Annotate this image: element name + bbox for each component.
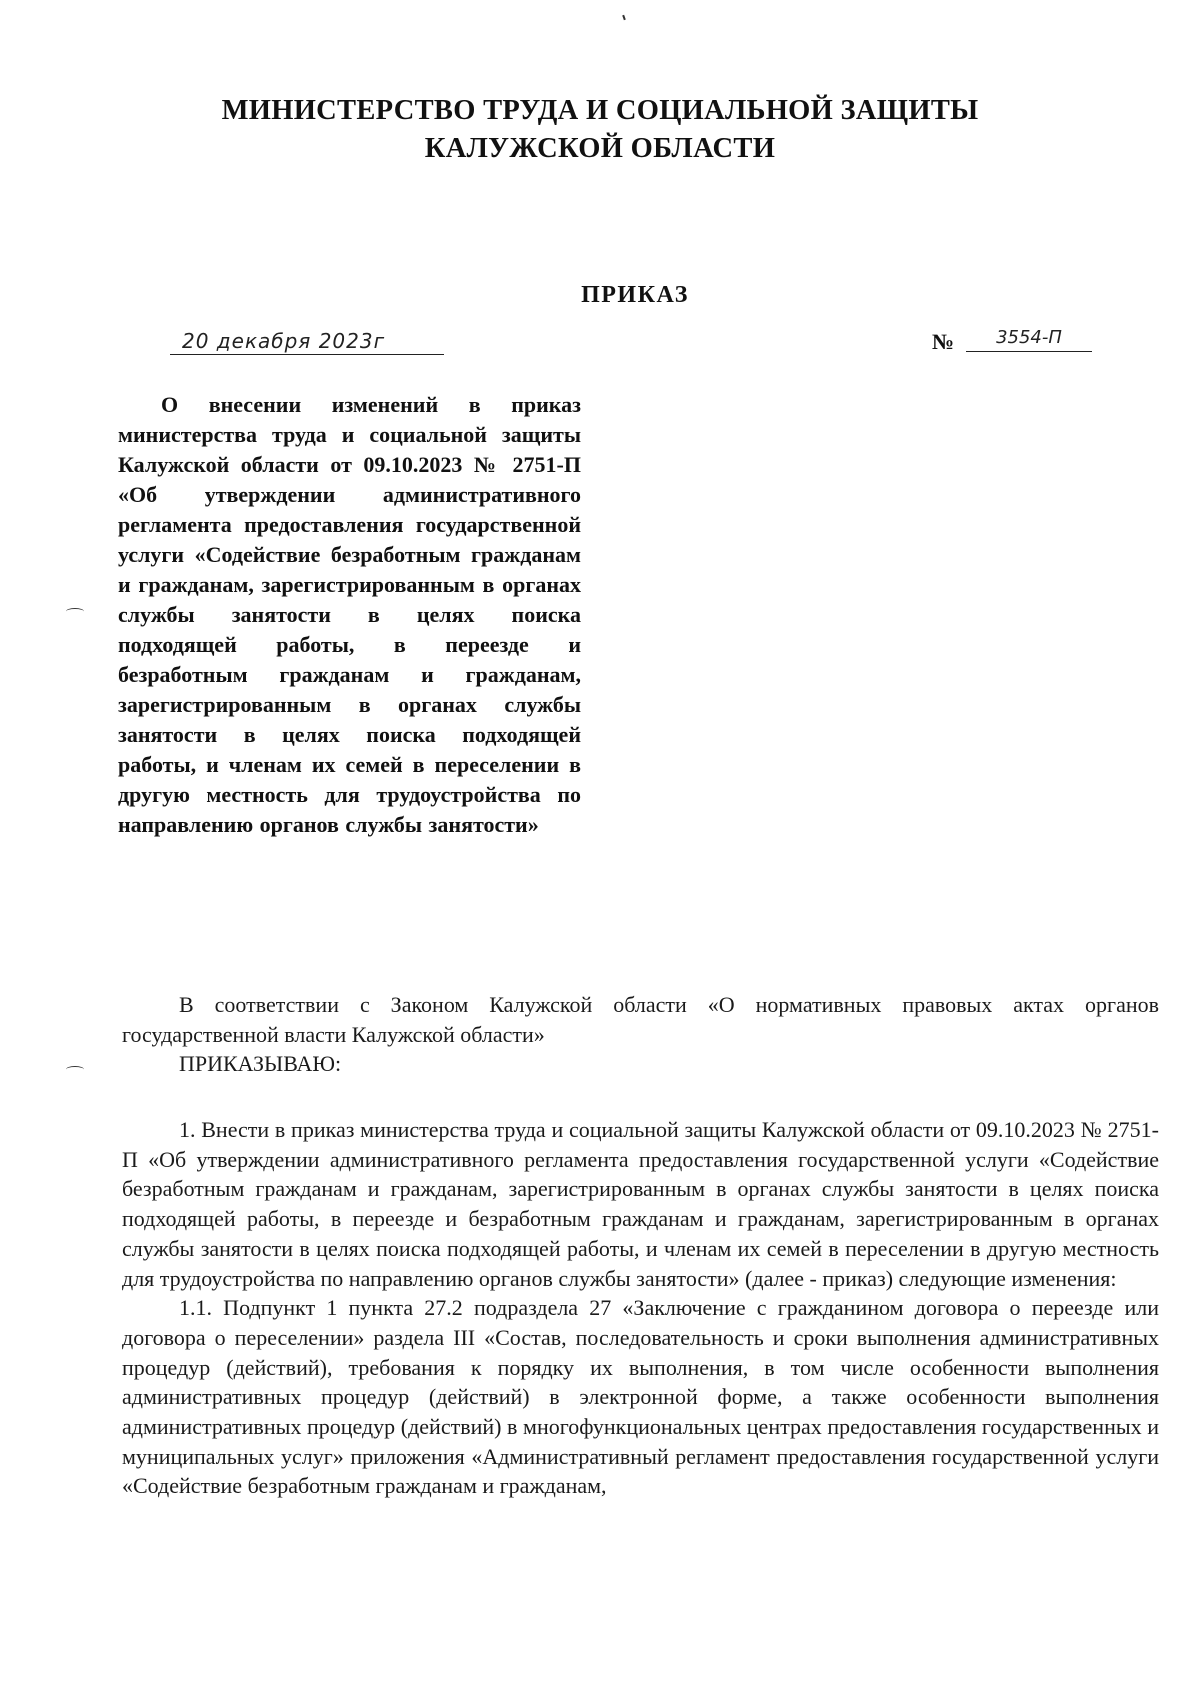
item-1-1: 1.1. Подпункт 1 пункта 27.2 подраздела 27 «Заключение с гражданином договора о переезде или договора о переселении» раздела III «Состав, последовательность и сроки выполнения административных процедур (действий), требования к порядку их выполнения, в том числе особенности выполнения административных процедур (действий) в электронной форме, а также особенности выполнения административных процедур (действий) в многофункциональных центрах предоставления государственных и муниципальных услуг» приложения «Административный регламент предоставления государственной услуги «Содействие безработным гражданам и гражданам,: [122, 1295, 1159, 1499]
order-number-sign: №: [932, 329, 955, 354]
margin-mark: [66, 1066, 84, 1073]
ministry-header: [0, 92, 1200, 168]
ministry-line-1: МИНИСТЕРСТВО ТРУДА И СОЦИАЛЬНОЙ ЗАЩИТЫ: [221, 95, 979, 126]
basis-text: В соответствии с Законом Калужской области «О нормативных правовых актах органов государственной власти Калужской области»: [122, 992, 1159, 1047]
scan-mark: [622, 15, 626, 20]
orders-word-paragraph: [122, 1049, 1159, 1079]
ministry-line-2: КАЛУЖСКОЙ ОБЛАСТИ: [424, 133, 776, 164]
order-number-handwritten: 3554-П: [966, 325, 1092, 352]
margin-mark: [66, 608, 84, 615]
item-1-section: [122, 1115, 1159, 1501]
item-1: 1. Внести в приказ министерства труда и социальной защиты Калужской области от 09.10.2023 № 2751-П «Об утверждении административного регламента предоставления государственной услуги «Содействие безработным гражданам и гражданам, зарегистрированным в органах службы занятости в целях поиска подходящей работы, в переезде и безработным гражданам и гражданам, зарегистрированным в органах службы занятости в целях поиска подходящей работы, и членам их семей в переселении в другую местность для трудоустройства по направлению органов службы занятости» (далее - приказ) следующие изменения:: [122, 1117, 1159, 1291]
basis-paragraph: [122, 990, 1159, 1049]
orders-word: ПРИКАЗЫВАЮ:: [179, 1051, 342, 1076]
order-subject: О внесении изменений в приказ министерства труда и социальной защиты Калужской области от 09.10.2023 № 2751-П «Об утверждении административного регламента предоставления государственной услуги «Содействие безработным гражданам и гражданам, зарегистрированным в органах службы занятости в целях поиска подходящей работы, в переезде и безработным гражданам и гражданам, зарегистрированным в органах службы занятости в целях поиска подходящей работы, и членам их семей в переселении в другую местность для трудоустройства по направлению органов службы занятости»: [118, 392, 581, 837]
order-date-handwritten: 20 декабря 2023г: [170, 328, 444, 355]
order-title: ПРИКАЗ: [581, 282, 689, 308]
